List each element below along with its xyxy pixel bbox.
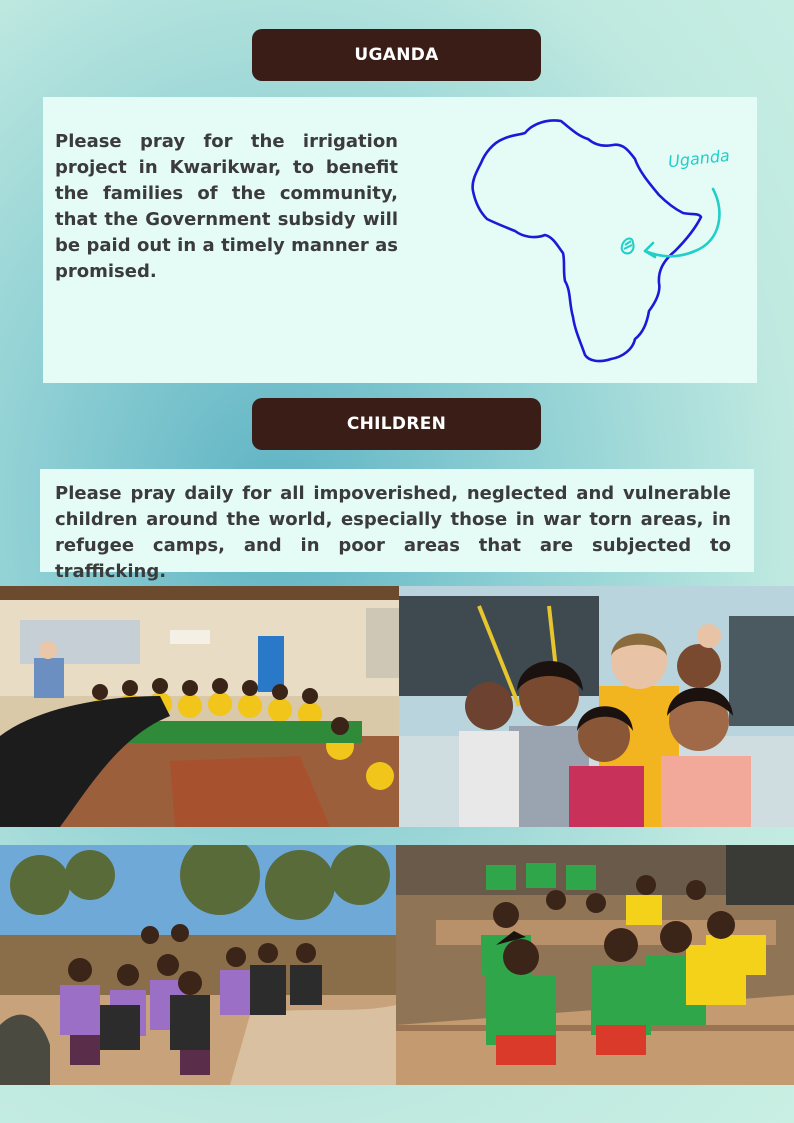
children-prayer-text: Please pray daily for all impoverished, neglected and vulnerable children around the world, especially those in war torn areas, in refugee camps, and in poor areas that are subjected to trafficking.	[55, 483, 731, 582]
uganda-arrow-icon	[645, 189, 719, 256]
desks-children-photo	[396, 845, 794, 1085]
classroom-photo	[0, 586, 399, 827]
uganda-prayer-text: Please pray for the irrigation project in Kwarikwar, to benefit the families of the community, that the Government subsidy will be paid out in a timely manner as promised.	[55, 131, 398, 282]
children-heading: CHILDREN	[252, 398, 541, 450]
children-panel	[40, 469, 754, 582]
uganda-map-label: Uganda	[667, 145, 731, 172]
outdoor-children-photo	[0, 845, 396, 1085]
girls-group-photo	[399, 586, 794, 827]
uganda-panel	[43, 97, 757, 383]
uganda-heading: UGANDA	[252, 29, 541, 81]
